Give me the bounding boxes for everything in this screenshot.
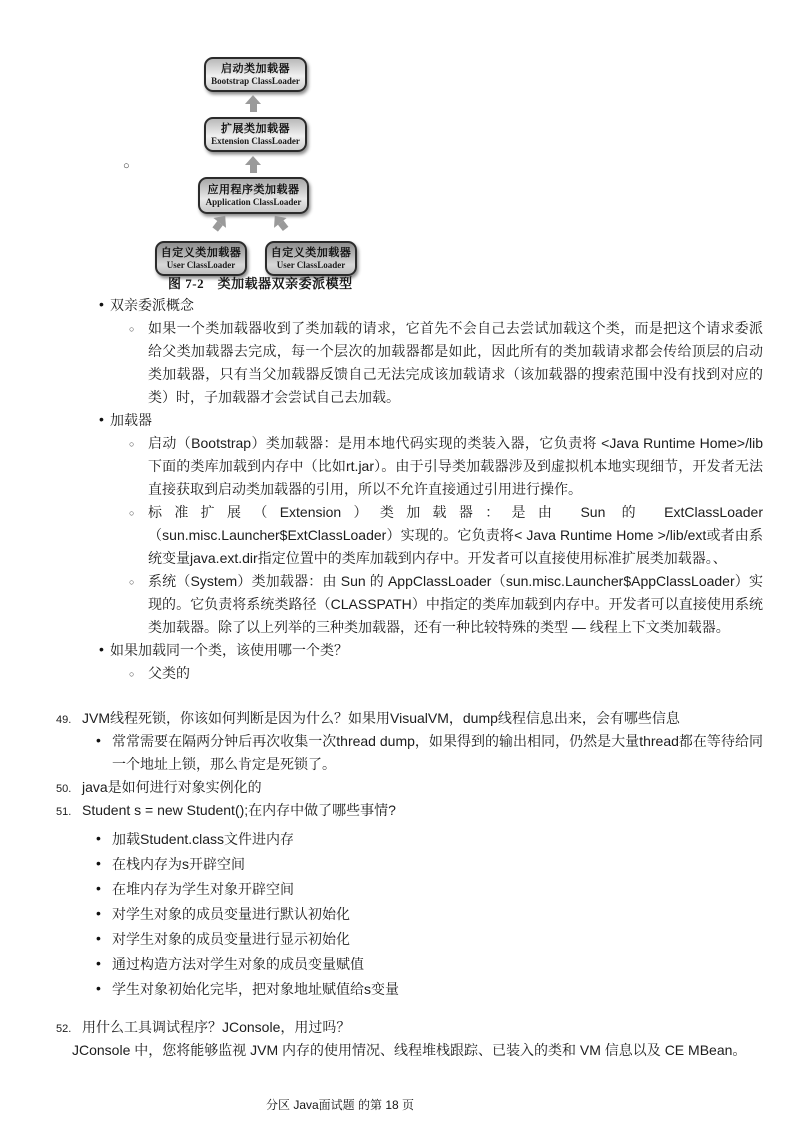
bullet-icon: • bbox=[96, 732, 101, 748]
box-label-en: User ClassLoader bbox=[166, 259, 236, 270]
question-text: Student s = new Student();在内存中做了哪些事情? bbox=[82, 802, 396, 818]
question-text: 用什么工具调试程序？JConsole，用过吗？ bbox=[82, 1019, 351, 1035]
box-label-en: Bootstrap ClassLoader bbox=[211, 75, 300, 86]
answer-bullet bbox=[40, 902, 763, 926]
question-number: 50. bbox=[56, 783, 72, 795]
box-label-en: User ClassLoader bbox=[276, 259, 346, 270]
bullet-icon: • bbox=[96, 880, 101, 896]
question-item bbox=[40, 1016, 763, 1039]
answer-bullet bbox=[40, 877, 763, 901]
circle-bullet-icon: ○ bbox=[129, 577, 135, 587]
sub-bullet-text: 如果一个类加载器收到了类加载的请求，它首先不会自己去尝试加载这个类，而是把这个请求委派给父类加载器去完成，每一个层次的加载器都是如此，因此所有的类加载请求都会传给顶层的启动类加载器，只有当父加载器反馈自己无法完成该加载请求（该加载器的搜索范围中没有找到对应的类）时，子加载器才会尝试自己去加载。 bbox=[148, 320, 763, 405]
question-number: 52. bbox=[56, 1023, 72, 1035]
bullet-icon: • bbox=[99, 411, 104, 427]
arrow-stem bbox=[250, 104, 257, 112]
up-arrow-icon bbox=[245, 95, 261, 112]
sub-bullet-item bbox=[40, 662, 763, 685]
answer-bullet bbox=[40, 952, 763, 976]
box-label-en: Extension ClassLoader bbox=[211, 135, 300, 146]
bullet-item bbox=[40, 294, 763, 317]
bullet-label: 如果加载同一个类，该使用哪一个类？ bbox=[110, 642, 348, 658]
answer-bullet-text: 通过构造方法对学生对象的成员变量赋值 bbox=[112, 956, 364, 972]
document-body bbox=[40, 294, 763, 1062]
up-left-arrow-icon bbox=[268, 211, 291, 234]
question-number: 51. bbox=[56, 806, 72, 818]
question-number: 49. bbox=[56, 714, 72, 726]
bullet-label: 加载器 bbox=[110, 412, 152, 428]
answer-bullet bbox=[40, 927, 763, 951]
arrow-stem bbox=[278, 221, 288, 232]
classloader-figure bbox=[0, 0, 794, 300]
sub-bullet-item bbox=[40, 317, 763, 409]
sub-bullet-item bbox=[40, 501, 763, 570]
bullet-icon: • bbox=[96, 830, 101, 846]
answer-bullet-text: 学生对象初始化完毕，把对象地址赋值给s变量 bbox=[112, 981, 399, 997]
answer-bullet bbox=[40, 977, 763, 1001]
box-label-zh: 自定义类加载器 bbox=[270, 247, 352, 260]
box-label-zh: 扩展类加载器 bbox=[221, 123, 290, 136]
bullet-icon: • bbox=[96, 980, 101, 996]
sub-bullet-text: 标准扩展（Extension）类加载器：是由 Sun 的 ExtClassLoader（sun.misc.Launcher$ExtClassLoader）实现的。它负责将< Java Runtime Home >/lib/ext或者由系统变量java.ext.dir指定位置中的类库加载到内存中。开发者可以直接使用标准扩展类加载器。、 bbox=[148, 504, 763, 566]
up-arrow-icon bbox=[245, 156, 261, 173]
circle-bullet-icon: ○ bbox=[129, 508, 135, 518]
circle-bullet-icon: ○ bbox=[129, 669, 135, 679]
answer-bullet-text: 加载Student.class文件进内存 bbox=[112, 831, 295, 847]
sub-bullet-text: 启动（Bootstrap）类加载器：是用本地代码实现的类装入器，它负责将 <Java Runtime Home>/lib下面的类库加载到内存中（比如rt.jar）。由于引导类加载器涉及到虚拟机本地实现细节，开发者无法直接获取到启动类加载器的引用，所以不允许直接通过引用进行操作。 bbox=[148, 435, 763, 497]
question-item bbox=[40, 707, 763, 730]
circle-bullet-icon: ○ bbox=[129, 439, 135, 449]
answer-bullet bbox=[40, 852, 763, 876]
page-footer: 分区 Java面试题 的第 18 页 bbox=[266, 1098, 415, 1112]
box-label-zh: 自定义类加载器 bbox=[160, 247, 242, 260]
sub-bullet-text: 父类的 bbox=[148, 665, 190, 681]
up-right-arrow-icon bbox=[208, 211, 231, 234]
answer-bullet bbox=[40, 827, 763, 851]
arrow-head bbox=[245, 156, 261, 165]
bullet-item bbox=[40, 639, 763, 662]
question-item bbox=[40, 776, 763, 799]
bullet-icon: • bbox=[96, 905, 101, 921]
question-text: JVM线程死锁，你该如何判断是因为什么？如果用VisualVM，dump线程信息出来，会有哪些信息 bbox=[82, 710, 680, 726]
answer-bullet-text: 对学生对象的成员变量进行显示初始化 bbox=[112, 931, 350, 947]
figure-box-user-left bbox=[155, 241, 247, 276]
question-item bbox=[40, 799, 763, 822]
bullet-icon: • bbox=[99, 641, 104, 657]
circle-bullet-icon: ○ bbox=[129, 324, 135, 334]
answer-bullet-text: 在堆内存为学生对象开辟空间 bbox=[112, 881, 294, 897]
bullet-icon: • bbox=[99, 296, 104, 312]
arrow-stem bbox=[250, 165, 257, 173]
bullet-icon: • bbox=[96, 955, 101, 971]
figure-box-application bbox=[198, 177, 309, 214]
answer-bullet-text: 在栈内存为s开辟空间 bbox=[112, 856, 245, 872]
bullet-icon: • bbox=[96, 930, 101, 946]
answer-bullet-text: 对学生对象的成员变量进行默认初始化 bbox=[112, 906, 350, 922]
figure-box-user-right bbox=[265, 241, 357, 276]
arrow-head bbox=[245, 95, 261, 104]
bullet-icon: • bbox=[96, 855, 101, 871]
sub-bullet-item bbox=[40, 570, 763, 639]
figure-box-bootstrap bbox=[204, 57, 307, 92]
figure-caption: 图 7-2 类加载器双亲委派模型 bbox=[168, 276, 353, 291]
bullet-item bbox=[40, 409, 763, 432]
answer-bullet bbox=[40, 730, 763, 776]
box-label-zh: 应用程序类加载器 bbox=[207, 184, 300, 197]
figure-box-extension bbox=[204, 117, 307, 152]
sub-bullet-item bbox=[40, 432, 763, 501]
outline-circle-bullet: ○ bbox=[123, 160, 130, 172]
answer-paragraph: JConsole 中，您将能够监视 JVM 内存的使用情况、线程堆栈跟踪、已装入的类和 VM 信息以及 CE MBean。 bbox=[72, 1042, 747, 1058]
question-text: java是如何进行对象实例化的 bbox=[82, 779, 262, 795]
sub-bullet-text: 系统（System）类加载器：由 Sun 的 AppClassLoader（sun.misc.Launcher$AppClassLoader）实现的。它负责将系统类路径（CLASSPATH）中指定的类库加载到内存中。开发者可以直接使用系统类加载器。除了以上列举的三种类加载器，还有一种比较特殊的类型 — 线程上下文类加载器。 bbox=[148, 573, 763, 635]
bullet-label: 双亲委派概念 bbox=[110, 297, 194, 313]
box-label-zh: 启动类加载器 bbox=[221, 63, 290, 76]
answer-bullet-text: 常常需要在隔两分钟后再次收集一次thread dump，如果得到的输出相同，仍然是大量thread都在等待给同一个地址上锁，那么肯定是死锁了。 bbox=[112, 733, 763, 772]
box-label-en: Application ClassLoader bbox=[205, 196, 302, 207]
